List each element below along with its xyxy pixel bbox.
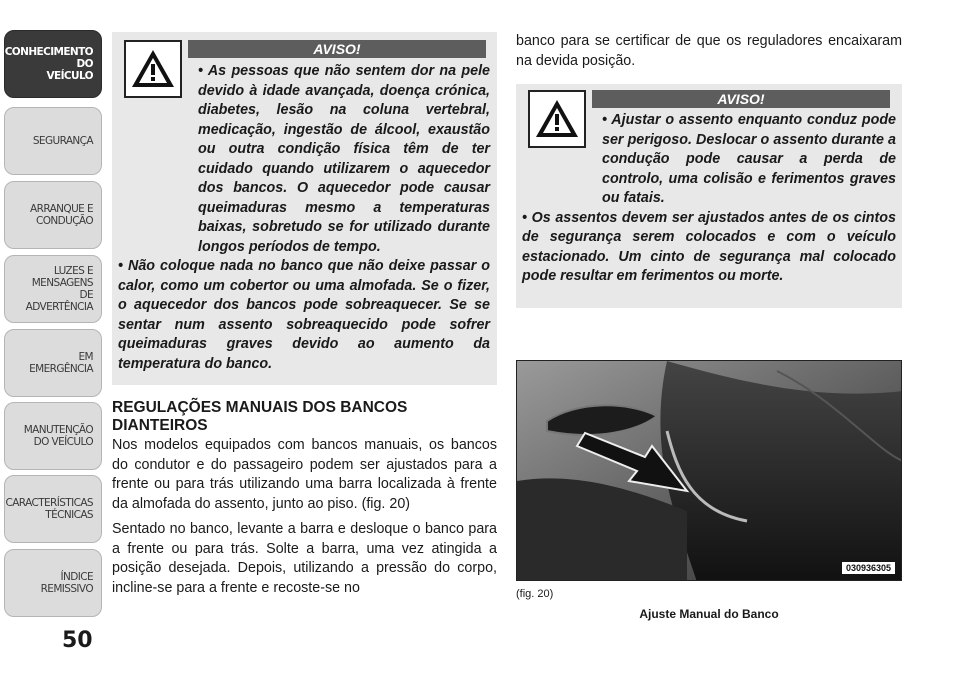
warning-box-seat-adjust [516, 84, 902, 308]
tab-seguranca[interactable] [4, 107, 102, 175]
tab-em-emergencia[interactable] [4, 329, 102, 397]
figure-code: 030936305 [842, 562, 895, 574]
seat-photo-illustration [517, 361, 902, 581]
tab-label: ARRANQUE E CONDUÇÃO [30, 203, 93, 227]
warning-body [522, 111, 896, 287]
tab-indice-remissivo[interactable] [4, 549, 102, 617]
tab-label: SEGURANÇA [32, 135, 93, 147]
tab-label: CONHECIMENTO DO VEÍCULO [4, 46, 93, 82]
seat-adjust-photo [516, 360, 902, 581]
section-heading: REGULAÇÕES MANUAIS DOS BANCOS DIANTEIROS [112, 399, 408, 434]
warning-box-heated-seats [112, 32, 497, 385]
tab-label: LUZES E MENSAGENS DE ADVERTÊNCIA [25, 265, 93, 313]
paragraph: Nos modelos equipados com bancos manuais, os bancos do condutor e do passageiro podem ser ajustados para a frente ou para trás utilizando uma barra localizada à frente da almofada do assento, junto ao piso. (fig. 20) [112, 437, 497, 512]
section-body [112, 436, 497, 604]
figure-reference: (fig. 20) [516, 588, 554, 600]
paragraph-continuation: banco para se certificar de que os reguladores encaixaram na devida posição. [516, 33, 902, 69]
figure-caption: Ajuste Manual do Banco [639, 607, 779, 621]
paragraph: Sentado no banco, levante a barra e desloque o banco para a frente ou para trás. Solte a barra, uma vez atingida a posição desejada. Depois, utilizando a pressão do corpo, incline-se para a frente e recoste-se no [112, 521, 497, 596]
tab-conhecimento-do-veiculo[interactable] [4, 30, 102, 98]
page-number: 50 [62, 628, 93, 653]
warning-title: AVISO! [592, 90, 890, 108]
warning-bullet: • As pessoas que não sentem dor na pele devido à idade avançada, doença crónica, diabetes, lesão na coluna vertebral, medicação, ingestão de álcool, exaustão ou outra condição física têm de ter cuidado quando utilizarem o aquecedor dos bancos. O aquecedor pode causar queimaduras mesmo a temperaturas baixas, sobretudo se for utilizado durante longos períodos de tempo. [198, 63, 490, 255]
tab-label: EM EMERGÊNCIA [29, 351, 93, 375]
warning-bullet: • Não coloque nada no banco que não deixe passar o calor, como um cobertor ou uma almofada. Se o fizer, o aquecedor dos bancos pode sobreaquecer. Se se sentar num assento sobreaquecido pode sofrer queimaduras graves devido ao aumento da temperatura do banco. [118, 258, 490, 372]
tab-label: MANUTENÇÃO DO VEÍCULO [23, 424, 93, 448]
tab-arranque-e-conducao[interactable] [4, 181, 102, 249]
tab-label: ÍNDICE REMISSIVO [40, 571, 93, 595]
chapter-sidebar [0, 0, 106, 678]
tab-label: CARACTERÍSTICAS TÉCNICAS [5, 497, 93, 521]
warning-bullet: • Os assentos devem ser ajustados antes de os cintos de segurança serem colocados e com o veículo estacionado. Um cinto de segurança mal colocado pode resultar em ferimentos ou morte. [522, 209, 896, 284]
tab-luzes-e-mensagens[interactable] [4, 255, 102, 323]
tab-caracteristicas-tecnicas[interactable] [4, 475, 102, 543]
warning-title: AVISO! [188, 40, 486, 58]
warning-bullet: • Ajustar o assento enquanto conduz pode ser perigoso. Deslocar o assento durante a condução pode causar a perda de controlo, uma colisão e ferimentos graves ou fatais. [602, 112, 896, 206]
warning-body [118, 62, 490, 374]
tab-manutencao[interactable] [4, 402, 102, 470]
